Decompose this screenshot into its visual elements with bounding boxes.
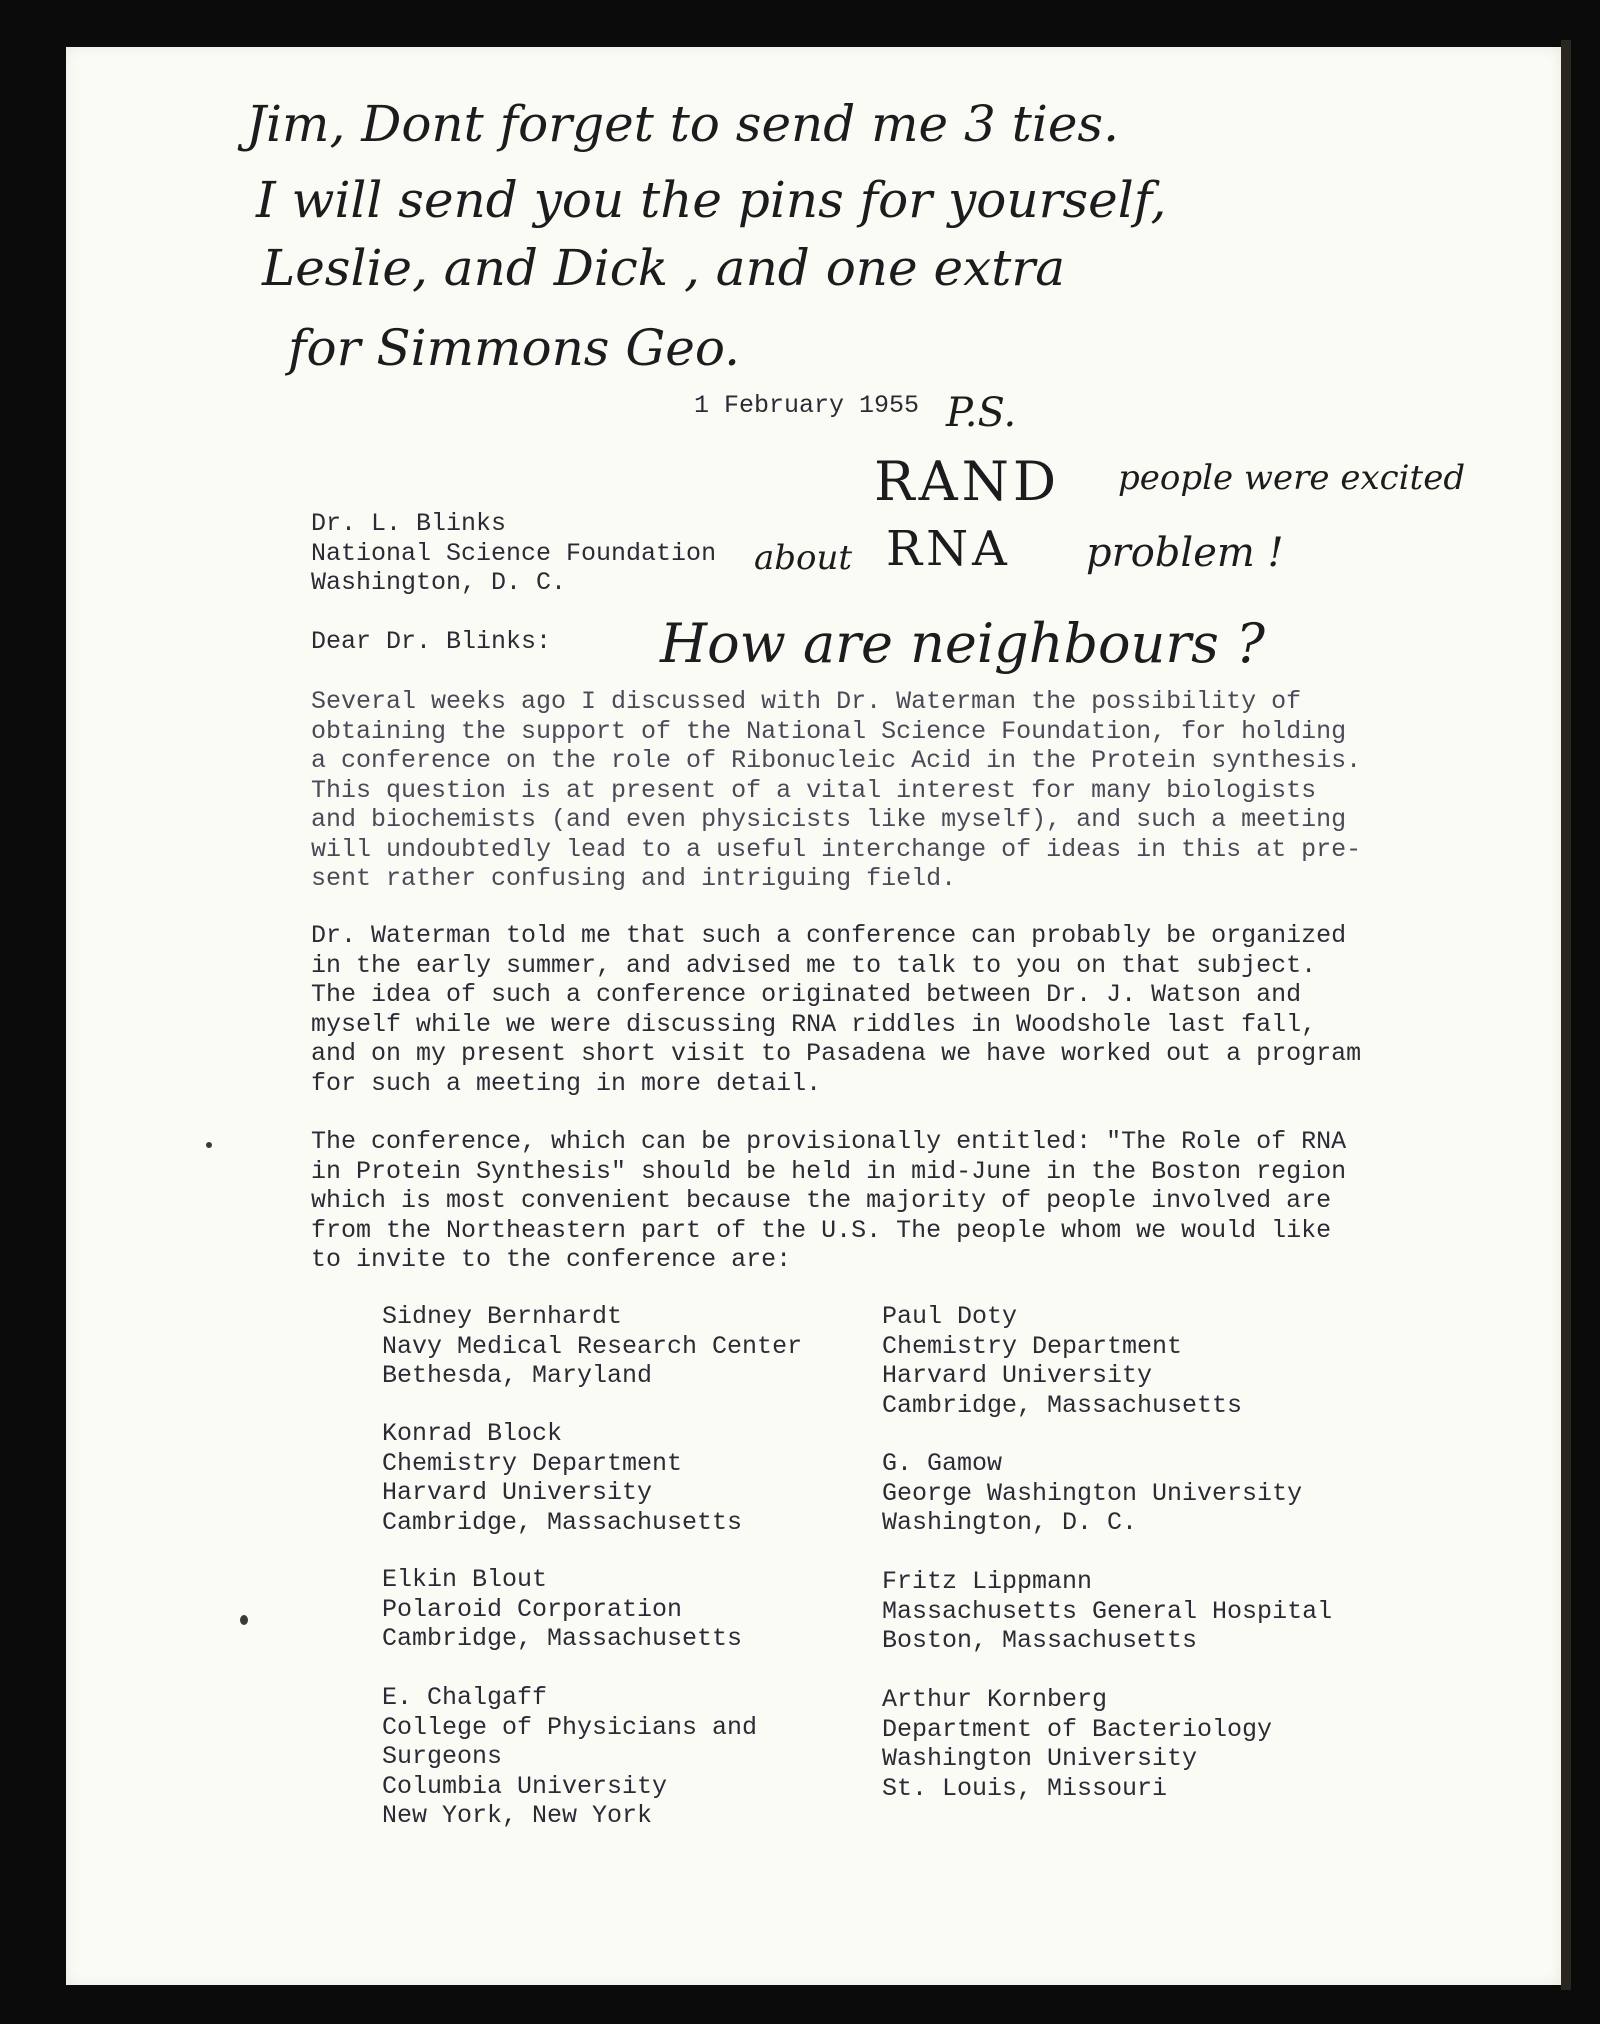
invitee-location: St. Louis, Missouri (882, 1773, 1168, 1803)
postscript-neighbours: How are neighbours ? (660, 612, 1265, 675)
invitee-name: E. Chalgaff (382, 1683, 548, 1712)
text-line: Several weeks ago I discussed with Dr. Waterman the possibility of (311, 687, 1302, 716)
invitee-entry (382, 1683, 757, 1831)
invitee-name: Elkin Blout (382, 1565, 548, 1594)
invitee-location: Bethesda, Maryland (382, 1361, 653, 1390)
text-line: and on my present short visit to Pasadena we have worked out a program (311, 1039, 1362, 1068)
invitee-affiliation: Massachusetts General Hospital (882, 1596, 1333, 1626)
invitee-affiliation: Navy Medical Research Center (382, 1331, 803, 1361)
postscript-label: P.S. (946, 390, 1017, 436)
invitee-entry (382, 1302, 802, 1391)
postscript-rand: RAND (874, 450, 1061, 513)
postscript-problem: problem ! (1086, 530, 1284, 576)
invitee-affiliation: Department of Bacteriology (882, 1714, 1273, 1744)
invitee-entry (382, 1565, 742, 1654)
invitee-entry (882, 1449, 1302, 1538)
recipient-line: Dr. L. Blinks (311, 509, 507, 538)
text-line: sent rather confusing and intriguing field. (311, 864, 957, 893)
invitee-affiliation: George Washington University (882, 1478, 1303, 1508)
paper-edge (1561, 40, 1571, 1990)
stray-mark (206, 1142, 212, 1148)
invitee-affiliation: Surgeons (382, 1742, 503, 1771)
stray-mark (240, 1615, 248, 1625)
invitee-affiliation: Washington University (882, 1744, 1198, 1773)
recipient-address (311, 509, 716, 598)
text-line: myself while we were discussing RNA riddles in Woodshole last fall, (311, 1009, 1317, 1039)
handwritten-line: I will send you the pins for yourself, (256, 171, 1167, 229)
invitee-affiliation: Polaroid Corporation (382, 1594, 683, 1624)
text-line: The conference, which can be provisionally entitled: "The Role of RNA (311, 1127, 1347, 1156)
invitee-location: Cambridge, Massachusetts (382, 1624, 743, 1653)
invitee-affiliation: Chemistry Department (882, 1331, 1183, 1361)
postscript-about: about (754, 538, 853, 578)
postscript-rna: RNA (886, 521, 1011, 577)
postscript-excited: people were excited (1118, 458, 1466, 498)
text-line: obtaining the support of the National Science Foundation, for holding (311, 716, 1347, 746)
invitee-entry (882, 1567, 1332, 1656)
invitee-location: Cambridge, Massachusetts (382, 1507, 743, 1537)
text-line: for such a meeting in more detail. (311, 1068, 822, 1098)
invitee-location: Boston, Massachusetts (882, 1626, 1198, 1655)
invitee-entry (882, 1685, 1272, 1803)
invitee-name: Konrad Block (382, 1419, 563, 1448)
text-line: to invite to the conference are: (311, 1245, 792, 1274)
text-line: which is most convenient because the majority of people involved are (311, 1186, 1332, 1215)
invitee-name: G. Gamow (882, 1449, 1003, 1478)
invitee-entry (882, 1302, 1242, 1420)
invitee-location: New York, New York (382, 1801, 653, 1830)
invitee-affiliation: Harvard University (882, 1361, 1153, 1390)
invitee-name: Paul Doty (882, 1302, 1018, 1331)
handwritten-line: Leslie, and Dick , and one extra (262, 239, 1066, 297)
text-line: in the early summer, and advised me to talk to you on that subject. (311, 950, 1317, 980)
text-line: and biochemists (and even physicists like myself), and such a meeting (311, 805, 1347, 834)
text-line: This question is at present of a vital interest for many biologists (311, 775, 1317, 805)
recipient-line: Washington, D. C. (311, 568, 567, 597)
invitee-entry (382, 1419, 742, 1537)
invitee-affiliation: Harvard University (382, 1478, 653, 1507)
invitee-location: Washington, D. C. (882, 1508, 1138, 1537)
text-line: The idea of such a conference originated between Dr. J. Watson and (311, 980, 1302, 1009)
body-paragraph-1 (311, 687, 1361, 894)
text-line: in Protein Synthesis" should be held in mid-June in the Boston region (311, 1156, 1347, 1186)
invitee-affiliation: College of Physicians and (382, 1712, 758, 1742)
text-line: a conference on the role of Ribonucleic Acid in the Protein synthesis. (311, 746, 1362, 775)
recipient-line: National Science Foundation (311, 538, 717, 568)
text-line: will undoubtedly lead to a useful interchange of ideas in this at pre- (311, 834, 1362, 864)
body-paragraph-2 (311, 921, 1361, 1098)
letter-date: 1 February 1955 (694, 391, 920, 420)
text-line: from the Northeastern part of the U.S. The people whom we would like (311, 1215, 1332, 1245)
handwritten-line: for Simmons Geo. (288, 319, 740, 377)
body-paragraph-3 (311, 1127, 1346, 1275)
invitee-name: Arthur Kornberg (882, 1685, 1108, 1714)
text-line: Dr. Waterman told me that such a conference can probably be organized (311, 921, 1347, 950)
handwritten-line: Jim, Dont forget to send me 3 ties. (246, 95, 1119, 153)
letter-page (66, 47, 1561, 1985)
invitee-name: Sidney Bernhardt (382, 1302, 623, 1331)
salutation: Dear Dr. Blinks: (311, 627, 552, 656)
invitee-affiliation: Columbia University (382, 1771, 668, 1801)
invitee-location: Cambridge, Massachusetts (882, 1390, 1243, 1420)
invitee-name: Fritz Lippmann (882, 1567, 1093, 1596)
invitee-affiliation: Chemistry Department (382, 1448, 683, 1478)
